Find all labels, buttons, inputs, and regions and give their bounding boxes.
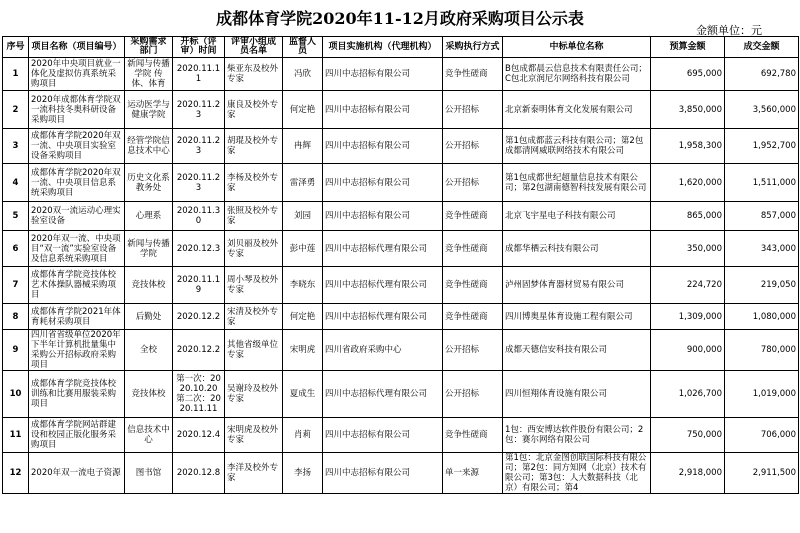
cell-budget-amount: 695,000 — [651, 58, 725, 91]
cell-bid-time: 2020.12.2 — [173, 304, 225, 330]
cell-winning-bidder: 四川恒翔体育设施有限公司 — [503, 371, 651, 418]
cell-deal-amount: 3,560,000 — [725, 91, 799, 129]
cell-bid-time: 2020.11.30 — [173, 202, 225, 231]
cell-deal-amount: 857,000 — [725, 202, 799, 231]
cell-row-number: 6 — [3, 231, 29, 267]
cell-deal-amount: 343,000 — [725, 231, 799, 267]
cell-supervisor: 李晓东 — [283, 267, 323, 304]
table-header-row — [3, 37, 799, 58]
cell-row-number: 1 — [3, 58, 29, 91]
cell-procurement-method: 竞争性磋商 — [443, 267, 503, 304]
cell-agency: 四川中志招标有限公司 — [323, 91, 443, 129]
cell-agency: 四川中志招标代理有限公司 — [323, 231, 443, 267]
cell-agency: 四川中志招标代理有限公司 — [323, 267, 443, 304]
cell-row-number: 4 — [3, 164, 29, 202]
cell-winning-bidder: 四川博奥星体育设施工程有限公司 — [503, 304, 651, 330]
cell-budget-amount: 224,720 — [651, 267, 725, 304]
cell-department: 竞技体校 — [125, 371, 173, 418]
cell-budget-amount: 350,000 — [651, 231, 725, 267]
header-budget-amount: 预算金额 — [651, 37, 725, 58]
cell-project-name: 成都体育学院竞技体校艺术体操队器械采购项目 — [29, 267, 125, 304]
cell-bid-time: 2020.12.2 — [173, 330, 225, 371]
cell-agency: 四川中志招标代理有限公司 — [323, 304, 443, 330]
cell-department: 新闻与传播学院 — [125, 231, 173, 267]
cell-budget-amount: 750,000 — [651, 418, 725, 453]
cell-project-name: 成都体育学院2021年体育耗材采购项目 — [29, 304, 125, 330]
cell-review-panel: 康良及校外专家 — [225, 91, 283, 129]
header-supervisor: 监督人员 — [283, 37, 323, 58]
cell-department: 图书馆 — [125, 453, 173, 494]
cell-procurement-method: 竞争性磋商 — [443, 231, 503, 267]
cell-winning-bidder: 1包：西安博达软件股份有限公司；2包：赛尔网络有限公司 — [503, 418, 651, 453]
header-bid-time: 开标（评审）时间 — [173, 37, 225, 58]
cell-budget-amount: 1,309,000 — [651, 304, 725, 330]
cell-agency: 四川中志招标代理有限公司 — [323, 371, 443, 418]
cell-budget-amount: 865,000 — [651, 202, 725, 231]
cell-deal-amount: 219,050 — [725, 267, 799, 304]
cell-deal-amount: 706,000 — [725, 418, 799, 453]
cell-row-number: 10 — [3, 371, 29, 418]
cell-budget-amount: 900,000 — [651, 330, 725, 371]
cell-bid-time: 2020.11.23 — [173, 91, 225, 129]
table-row — [3, 371, 799, 418]
cell-supervisor: 冯欣 — [283, 58, 323, 91]
cell-procurement-method: 竞争性磋商 — [443, 304, 503, 330]
cell-supervisor: 刘园 — [283, 202, 323, 231]
cell-deal-amount: 692,780 — [725, 58, 799, 91]
cell-supervisor: 冉辉 — [283, 129, 323, 164]
cell-procurement-method: 公开招标 — [443, 91, 503, 129]
cell-procurement-method: 单一来源 — [443, 453, 503, 494]
cell-winning-bidder: 成都天德信安科技有限公司 — [503, 330, 651, 371]
cell-row-number: 12 — [3, 453, 29, 494]
cell-agency: 四川中志招标有限公司 — [323, 202, 443, 231]
cell-budget-amount: 2,918,000 — [651, 453, 725, 494]
cell-review-panel: 柴亚东及校外专家 — [225, 58, 283, 91]
page-title: 成都体育学院2020年11-12月政府采购项目公示表 — [216, 9, 584, 28]
cell-procurement-method: 公开招标 — [443, 371, 503, 418]
cell-deal-amount: 1,952,700 — [725, 129, 799, 164]
header-project-name: 项目名称（项目编号） — [29, 37, 125, 58]
cell-deal-amount: 1,019,000 — [725, 371, 799, 418]
cell-row-number: 11 — [3, 418, 29, 453]
cell-winning-bidder: 第1包成都世纪超量信息技术有限公司；第2包湖南德智科技发展有限公司 — [503, 164, 651, 202]
cell-supervisor: 宋明虎 — [283, 330, 323, 371]
table-row — [3, 453, 799, 494]
cell-supervisor: 彭中莲 — [283, 231, 323, 267]
cell-supervisor: 肖莉 — [283, 418, 323, 453]
cell-bid-time: 2020.12.3 — [173, 231, 225, 267]
cell-supervisor: 雷泽勇 — [283, 164, 323, 202]
cell-department: 经管学院信息技术中心 — [125, 129, 173, 164]
cell-agency: 四川中志招标有限公司 — [323, 58, 443, 91]
table-row — [3, 164, 799, 202]
cell-department: 心理系 — [125, 202, 173, 231]
cell-review-panel: 李杨及校外专家 — [225, 164, 283, 202]
cell-row-number: 8 — [3, 304, 29, 330]
cell-project-name: 成都体育学院2020年双一流、中央项目实验室设备采购项目 — [29, 129, 125, 164]
cell-agency: 四川中志招标有限公司 — [323, 164, 443, 202]
cell-department: 后勤处 — [125, 304, 173, 330]
cell-review-panel: 其他省级单位专家 — [225, 330, 283, 371]
cell-deal-amount: 780,000 — [725, 330, 799, 371]
cell-department: 信息技术中心 — [125, 418, 173, 453]
cell-row-number: 5 — [3, 202, 29, 231]
cell-bid-time: 2020.12.8 — [173, 453, 225, 494]
cell-bid-time: 2020.11.19 — [173, 267, 225, 304]
table-row — [3, 91, 799, 129]
cell-review-panel: 李洋及校外专家 — [225, 453, 283, 494]
table-row — [3, 267, 799, 304]
cell-budget-amount: 1,026,700 — [651, 371, 725, 418]
cell-winning-bidder: 泸州固梦体育器材贸易有限公司 — [503, 267, 651, 304]
cell-agency: 四川中志招标有限公司 — [323, 453, 443, 494]
procurement-table — [2, 36, 799, 494]
cell-review-panel: 胡琨及校外专家 — [225, 129, 283, 164]
cell-department: 运动医学与健康学院 — [125, 91, 173, 129]
table-row — [3, 304, 799, 330]
cell-bid-time: 2020.11.11 — [173, 58, 225, 91]
header-department: 采购需求部门 — [125, 37, 173, 58]
cell-budget-amount: 3,850,000 — [651, 91, 725, 129]
cell-department: 新闻与传播学院 传体、体育 — [125, 58, 173, 91]
cell-department: 全校 — [125, 330, 173, 371]
cell-procurement-method: 公开招标 — [443, 164, 503, 202]
cell-winning-bidder: 北京新泰明体育文化发展有限公司 — [503, 91, 651, 129]
cell-agency: 四川省政府采购中心 — [323, 330, 443, 371]
header-review-panel: 评审小组成员名单 — [225, 37, 283, 58]
cell-procurement-method: 竞争性磋商 — [443, 202, 503, 231]
cell-department: 竞技体校 — [125, 267, 173, 304]
cell-supervisor: 李扬 — [283, 453, 323, 494]
table-row — [3, 129, 799, 164]
cell-deal-amount: 2,911,500 — [725, 453, 799, 494]
cell-deal-amount: 1,511,000 — [725, 164, 799, 202]
cell-review-panel: 宋清及校外专家 — [225, 304, 283, 330]
cell-winning-bidder: 北京飞宇星电子科技有限公司 — [503, 202, 651, 231]
cell-project-name: 四川省省级单位2020年下半年计算机批量集中采购公开招标政府采购项目 — [29, 330, 125, 371]
cell-review-panel: 张照及校外专家 — [225, 202, 283, 231]
table-row — [3, 202, 799, 231]
cell-budget-amount: 1,620,000 — [651, 164, 725, 202]
cell-row-number: 2 — [3, 91, 29, 129]
cell-project-name: 2020年双一流电子资源 — [29, 453, 125, 494]
cell-department: 历史文化系 教务处 — [125, 164, 173, 202]
cell-winning-bidder: B包成都晨云信息技术有限责任公司；C包北京润尼尔网络科技有限公司 — [503, 58, 651, 91]
cell-procurement-method: 公开招标 — [443, 330, 503, 371]
cell-project-name: 成都体育学院竞技体校训练和比赛用服装采购项目 — [29, 371, 125, 418]
header-procurement-method: 采购执行方式 — [443, 37, 503, 58]
cell-bid-time: 第一次：2020.10.20 第二次：2020.11.11 — [173, 371, 225, 418]
currency-unit: 金额单位：元 — [696, 24, 762, 37]
header-row-number: 序号 — [3, 37, 29, 58]
header-deal-amount: 成交金额 — [725, 37, 799, 58]
cell-winning-bidder: 第1包成都蓝云科技有限公司；第2包成都清网威联网络技术有限公司 — [503, 129, 651, 164]
cell-winning-bidder: 成都华栖云科技有限公司 — [503, 231, 651, 267]
cell-project-name: 2020年双一流、中央项目“双一流”实验室设备及信息系统采购项目 — [29, 231, 125, 267]
cell-winning-bidder: 第1包：北京金图创联国际科技有限公司；第2包：同方知网（北京）技术有限公司；第3包：人大数据科技（北京）有限公司；第4 — [503, 453, 651, 494]
cell-agency: 四川中志招标有限公司 — [323, 129, 443, 164]
cell-supervisor: 何定艳 — [283, 304, 323, 330]
table-row — [3, 330, 799, 371]
header-winning-bidder: 中标单位名称 — [503, 37, 651, 58]
cell-supervisor: 夏成生 — [283, 371, 323, 418]
cell-bid-time: 2020.12.4 — [173, 418, 225, 453]
cell-bid-time: 2020.11.23 — [173, 164, 225, 202]
header-agency: 项目实施机构（代理机构） — [323, 37, 443, 58]
cell-procurement-method: 竞争性磋商 — [443, 58, 503, 91]
cell-budget-amount: 1,958,300 — [651, 129, 725, 164]
cell-bid-time: 2020.11.23 — [173, 129, 225, 164]
cell-agency: 四川中志招标有限公司 — [323, 418, 443, 453]
cell-row-number: 7 — [3, 267, 29, 304]
cell-row-number: 3 — [3, 129, 29, 164]
cell-project-name: 2020双一流运动心理实验室设备 — [29, 202, 125, 231]
table-row — [3, 418, 799, 453]
table-row — [3, 58, 799, 91]
cell-supervisor: 何定艳 — [283, 91, 323, 129]
cell-project-name: 2020年中央项目就业一体化及虚拟仿真系统采购项目 — [29, 58, 125, 91]
cell-review-panel: 吴谢玲及校外专家 — [225, 371, 283, 418]
cell-review-panel: 周小琴及校外专家 — [225, 267, 283, 304]
cell-review-panel: 刘贝丽及校外专家 — [225, 231, 283, 267]
cell-deal-amount: 1,080,000 — [725, 304, 799, 330]
cell-procurement-method: 公开招标 — [443, 129, 503, 164]
cell-project-name: 成都体育学院网站群建设和校园正版化服务采购项目 — [29, 418, 125, 453]
cell-project-name: 2020年成都体育学院双一流科技冬奥科研设备采购项目 — [29, 91, 125, 129]
cell-review-panel: 宋明虎及校外专家 — [225, 418, 283, 453]
cell-row-number: 9 — [3, 330, 29, 371]
cell-procurement-method: 竞争性磋商 — [443, 418, 503, 453]
table-row — [3, 231, 799, 267]
cell-project-name: 成都体育学院2020年双一流、中央项目信息系统采购项目 — [29, 164, 125, 202]
